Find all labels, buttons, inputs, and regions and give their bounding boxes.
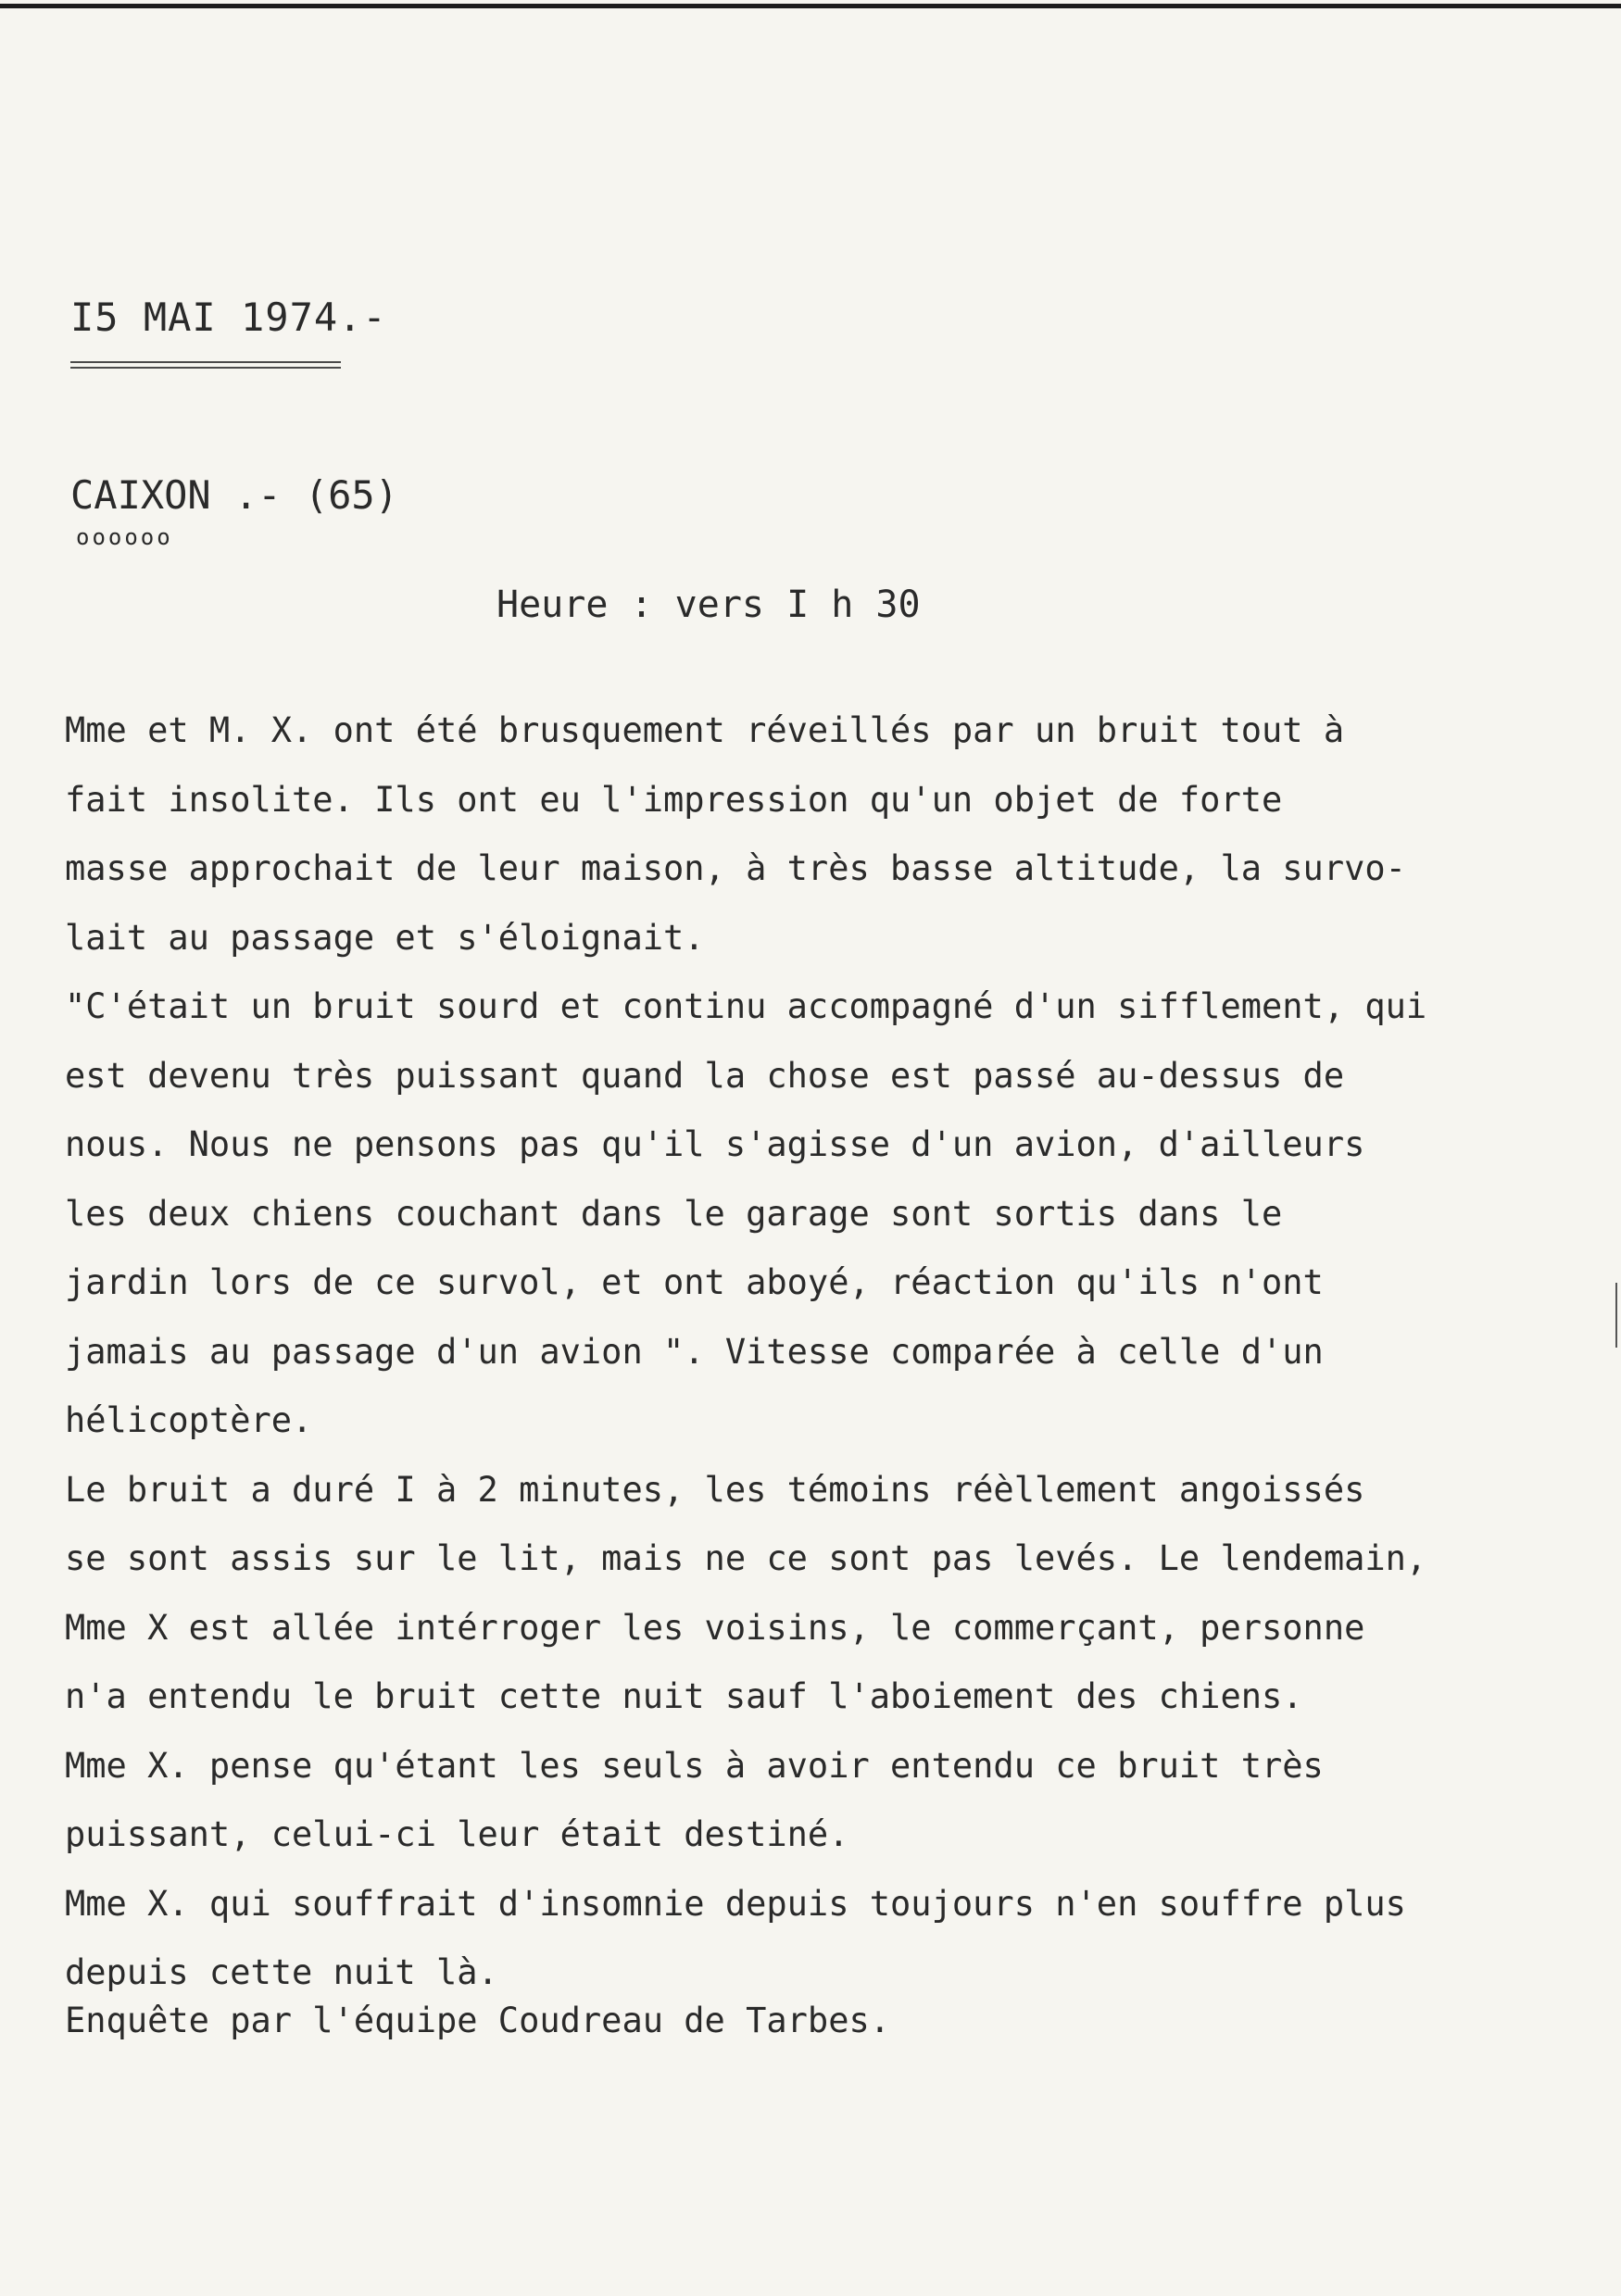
body-line: Mme X. qui souffrait d'insomnie depuis toujours n'en souffre plus (65, 1883, 1406, 1924)
body-line: les deux chiens couchant dans le garage sont sortis dans le (65, 1193, 1283, 1234)
body-line: depuis cette nuit là. (65, 1952, 498, 1992)
body-line: est devenu très puissant quand la chose est passé au-dessus de (65, 1055, 1345, 1096)
top-rule (0, 4, 1621, 8)
investigation-credit: Enquête par l'équipe Coudreau de Tarbes. (65, 2001, 891, 2040)
body-line: jamais au passage d'un avion ". Vitesse comparée à celle d'un (65, 1331, 1324, 1372)
report-body (65, 696, 1547, 2008)
body-line: jardin lors de ce survol, et ont aboyé, réaction qu'ils n'ont (65, 1262, 1324, 1302)
body-line: Mme X. pense qu'étant les seuls à avoir entendu ce bruit très (65, 1745, 1324, 1786)
body-line: fait insolite. Ils ont eu l'impression qu'un objet de forte (65, 779, 1283, 820)
body-line: hélicoptère. (65, 1400, 313, 1440)
time-heading: Heure : vers I h 30 (496, 583, 921, 626)
body-line: puissant, celui-ci leur était destiné. (65, 1814, 849, 1854)
report-date: I5 MAI 1974.- (70, 295, 387, 340)
body-line: lait au passage et s'éloignait. (65, 917, 705, 958)
body-line: se sont assis sur le lit, mais ne ce sont pas levés. Le lendemain, (65, 1538, 1427, 1578)
body-line: n'a entendu le bruit cette nuit sauf l'aboiement des chiens. (65, 1676, 1303, 1716)
body-line: "C'était un bruit sourd et continu accompagné d'un sifflement, qui (65, 986, 1427, 1026)
location-decoration: oooooo (76, 524, 173, 550)
location-heading: CAIXON .- (65) (70, 472, 399, 518)
body-line: masse approchait de leur maison, à très basse altitude, la survo- (65, 848, 1406, 888)
body-line: Mme et M. X. ont été brusquement réveillés par un bruit tout à (65, 710, 1345, 750)
date-underline (70, 361, 341, 363)
margin-mark (1615, 1283, 1617, 1348)
body-line: Mme X est allée intérroger les voisins, le commerçant, personne (65, 1607, 1365, 1648)
date-underline (70, 367, 341, 369)
body-line: nous. Nous ne pensons pas qu'il s'agisse d'un avion, d'ailleurs (65, 1124, 1365, 1164)
body-line: Le bruit a duré I à 2 minutes, les témoins réèllement angoissés (65, 1469, 1365, 1510)
